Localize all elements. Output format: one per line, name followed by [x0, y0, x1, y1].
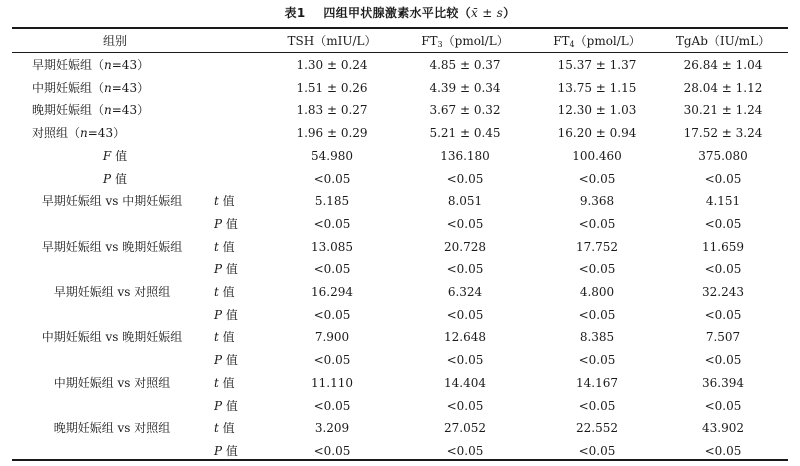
comparison-label: 早期妊娠组 vs 对照组 — [53, 285, 171, 299]
comparison-label: 中期妊娠组 vs 对照组 — [53, 375, 171, 390]
table-caption: 表1 四组甲状腺激素水平比较（x̄ ± s） — [284, 6, 516, 20]
table-cell-t: 3.209 — [314, 421, 350, 436]
p-stat-label: P 值 — [214, 216, 238, 231]
t-stat-label: t 值 — [214, 375, 235, 390]
t-stat-label: t 值 — [214, 285, 235, 299]
table-cell-tsh: 1.96 ± 0.29 — [296, 126, 368, 141]
table-cell-tgab: 28.04 ± 1.12 — [683, 80, 763, 95]
table-cell-p: <0.05 — [313, 216, 351, 231]
table-cell-t: 8.385 — [579, 330, 615, 345]
table-cell-p: <0.05 — [704, 443, 742, 458]
group-label: 早期妊娠组（n=43） — [32, 58, 150, 72]
table-cell-ft4: 16.20 ± 0.94 — [557, 126, 637, 141]
table-cell-ft3: 136.180 — [440, 148, 490, 163]
table-cell-t: 16.294 — [311, 285, 353, 299]
table-header-rule — [12, 52, 788, 53]
p-stat-label: P 值 — [214, 353, 238, 368]
table-cell-t: 4.151 — [705, 194, 741, 209]
comparison-label: 早期妊娠组 vs 晚期妊娠组 — [41, 239, 183, 254]
table-cell-t: 14.404 — [444, 375, 486, 390]
table-cell-ft3: 5.21 ± 0.45 — [429, 126, 501, 141]
table-cell-t: 36.394 — [702, 375, 744, 390]
table-cell-p: <0.05 — [578, 353, 616, 368]
caption-title: 四组甲状腺激素水平比较 — [323, 6, 459, 20]
table-cell-t: 43.902 — [702, 421, 744, 436]
t-stat-label: t 值 — [214, 239, 235, 254]
table-cell-p: <0.05 — [446, 307, 484, 322]
table-cell-t: 17.752 — [576, 239, 618, 254]
comparison-label: 中期妊娠组 vs 晚期妊娠组 — [41, 330, 183, 345]
table-cell-tsh: 1.51 ± 0.26 — [296, 80, 368, 95]
table-cell-t: 5.185 — [314, 194, 350, 209]
table-cell-p: <0.05 — [313, 307, 351, 322]
table-cell-p: <0.05 — [578, 443, 616, 458]
header-ft4: $FT_4(pmol/L)$ — [553, 34, 641, 49]
table-cell-p: <0.05 — [446, 443, 484, 458]
table-cell-t: 9.368 — [579, 194, 615, 209]
caption-prefix: 表1 — [284, 6, 306, 20]
t-stat-label: t 值 — [214, 421, 235, 436]
table-cell-p: <0.05 — [704, 398, 742, 413]
table-cell-ft3: 4.85 ± 0.37 — [429, 58, 501, 72]
stat-label: P 值 — [103, 171, 127, 186]
table-cell-tgab: 26.84 ± 1.04 — [683, 58, 763, 72]
t-stat-label: t 值 — [214, 330, 235, 345]
table-cell-t: 20.728 — [444, 239, 486, 254]
table-cell-p: <0.05 — [313, 353, 351, 368]
table-cell-tgab: <0.05 — [704, 171, 742, 186]
table-cell-ft3: 3.67 ± 0.32 — [429, 103, 501, 118]
table-cell-ft4: 12.30 ± 1.03 — [557, 103, 637, 118]
header-ft3: $FT_3(pmol/L)$ — [421, 34, 509, 49]
header-group: 组别 — [102, 34, 127, 48]
table-cell-t: 11.110 — [311, 375, 353, 390]
p-stat-label: P 值 — [214, 307, 238, 322]
table-cell-p: <0.05 — [446, 398, 484, 413]
table-cell-ft3: 4.39 ± 0.34 — [429, 80, 501, 95]
table-cell-tgab: 375.080 — [698, 148, 748, 163]
group-label: 晚期妊娠组（n=43） — [32, 103, 150, 118]
table-cell-p: <0.05 — [578, 398, 616, 413]
header-tgab: TgAb（IU/mL） — [675, 34, 771, 48]
table-cell-tsh: 1.83 ± 0.27 — [296, 103, 368, 118]
table-cell-t: 12.648 — [444, 330, 486, 345]
table-cell-p: <0.05 — [704, 353, 742, 368]
table-cell-t: 6.324 — [447, 285, 483, 299]
table-bottom-rule — [12, 459, 788, 461]
table-cell-ft4: 100.460 — [572, 148, 622, 163]
table-cell-ft4: <0.05 — [578, 171, 616, 186]
stat-label: F 值 — [102, 148, 128, 163]
table-cell-t: 11.659 — [702, 239, 744, 254]
table-cell-tsh: 1.30 ± 0.24 — [296, 58, 368, 72]
table-cell-t: 22.552 — [576, 421, 618, 436]
table-cell-t: 13.085 — [311, 239, 353, 254]
group-label: 对照组（n=43） — [32, 126, 126, 141]
table-cell-t: 8.051 — [447, 194, 483, 209]
table-cell-tgab: 30.21 ± 1.24 — [683, 103, 763, 118]
table-cell-p: <0.05 — [313, 262, 351, 277]
p-stat-label: P 值 — [214, 262, 238, 277]
p-stat-label: P 值 — [214, 443, 238, 458]
t-stat-label: t 值 — [214, 194, 235, 209]
table-cell-p: <0.05 — [704, 307, 742, 322]
table-cell-t: 7.507 — [705, 330, 741, 345]
table-cell-p: <0.05 — [446, 262, 484, 277]
table-cell-tsh: 54.980 — [311, 148, 353, 163]
table-cell-p: <0.05 — [578, 216, 616, 231]
table-cell-t: 27.052 — [444, 421, 486, 436]
table-cell-t: 32.243 — [702, 285, 744, 299]
p-stat-label: P 值 — [214, 398, 238, 413]
table-cell-ft3: <0.05 — [446, 171, 484, 186]
table-cell-t: 7.900 — [314, 330, 350, 345]
table-cell-p: <0.05 — [578, 262, 616, 277]
comparison-label: 晚期妊娠组 vs 对照组 — [53, 421, 171, 436]
table-cell-t: 4.800 — [579, 285, 615, 299]
table-cell-p: <0.05 — [704, 216, 742, 231]
table-cell-p: <0.05 — [313, 398, 351, 413]
header-tsh: TSH（mIU/L） — [287, 34, 377, 48]
table-cell-p: <0.05 — [313, 443, 351, 458]
table-cell-tgab: 17.52 ± 3.24 — [683, 126, 763, 141]
table-cell-ft4: 15.37 ± 1.37 — [557, 58, 637, 72]
table-cell-p: <0.05 — [446, 216, 484, 231]
table-cell-p: <0.05 — [578, 307, 616, 322]
caption-stat: x̄ ± s — [471, 6, 504, 20]
table-cell-ft4: 13.75 ± 1.15 — [557, 80, 637, 95]
comparison-label: 早期妊娠组 vs 中期妊娠组 — [41, 194, 183, 209]
group-label: 中期妊娠组（n=43） — [32, 80, 150, 95]
table-cell-t: 14.167 — [576, 375, 618, 390]
table-top-rule — [12, 27, 788, 29]
table-cell-tsh: <0.05 — [313, 171, 351, 186]
table-cell-p: <0.05 — [446, 353, 484, 368]
table-cell-p: <0.05 — [704, 262, 742, 277]
